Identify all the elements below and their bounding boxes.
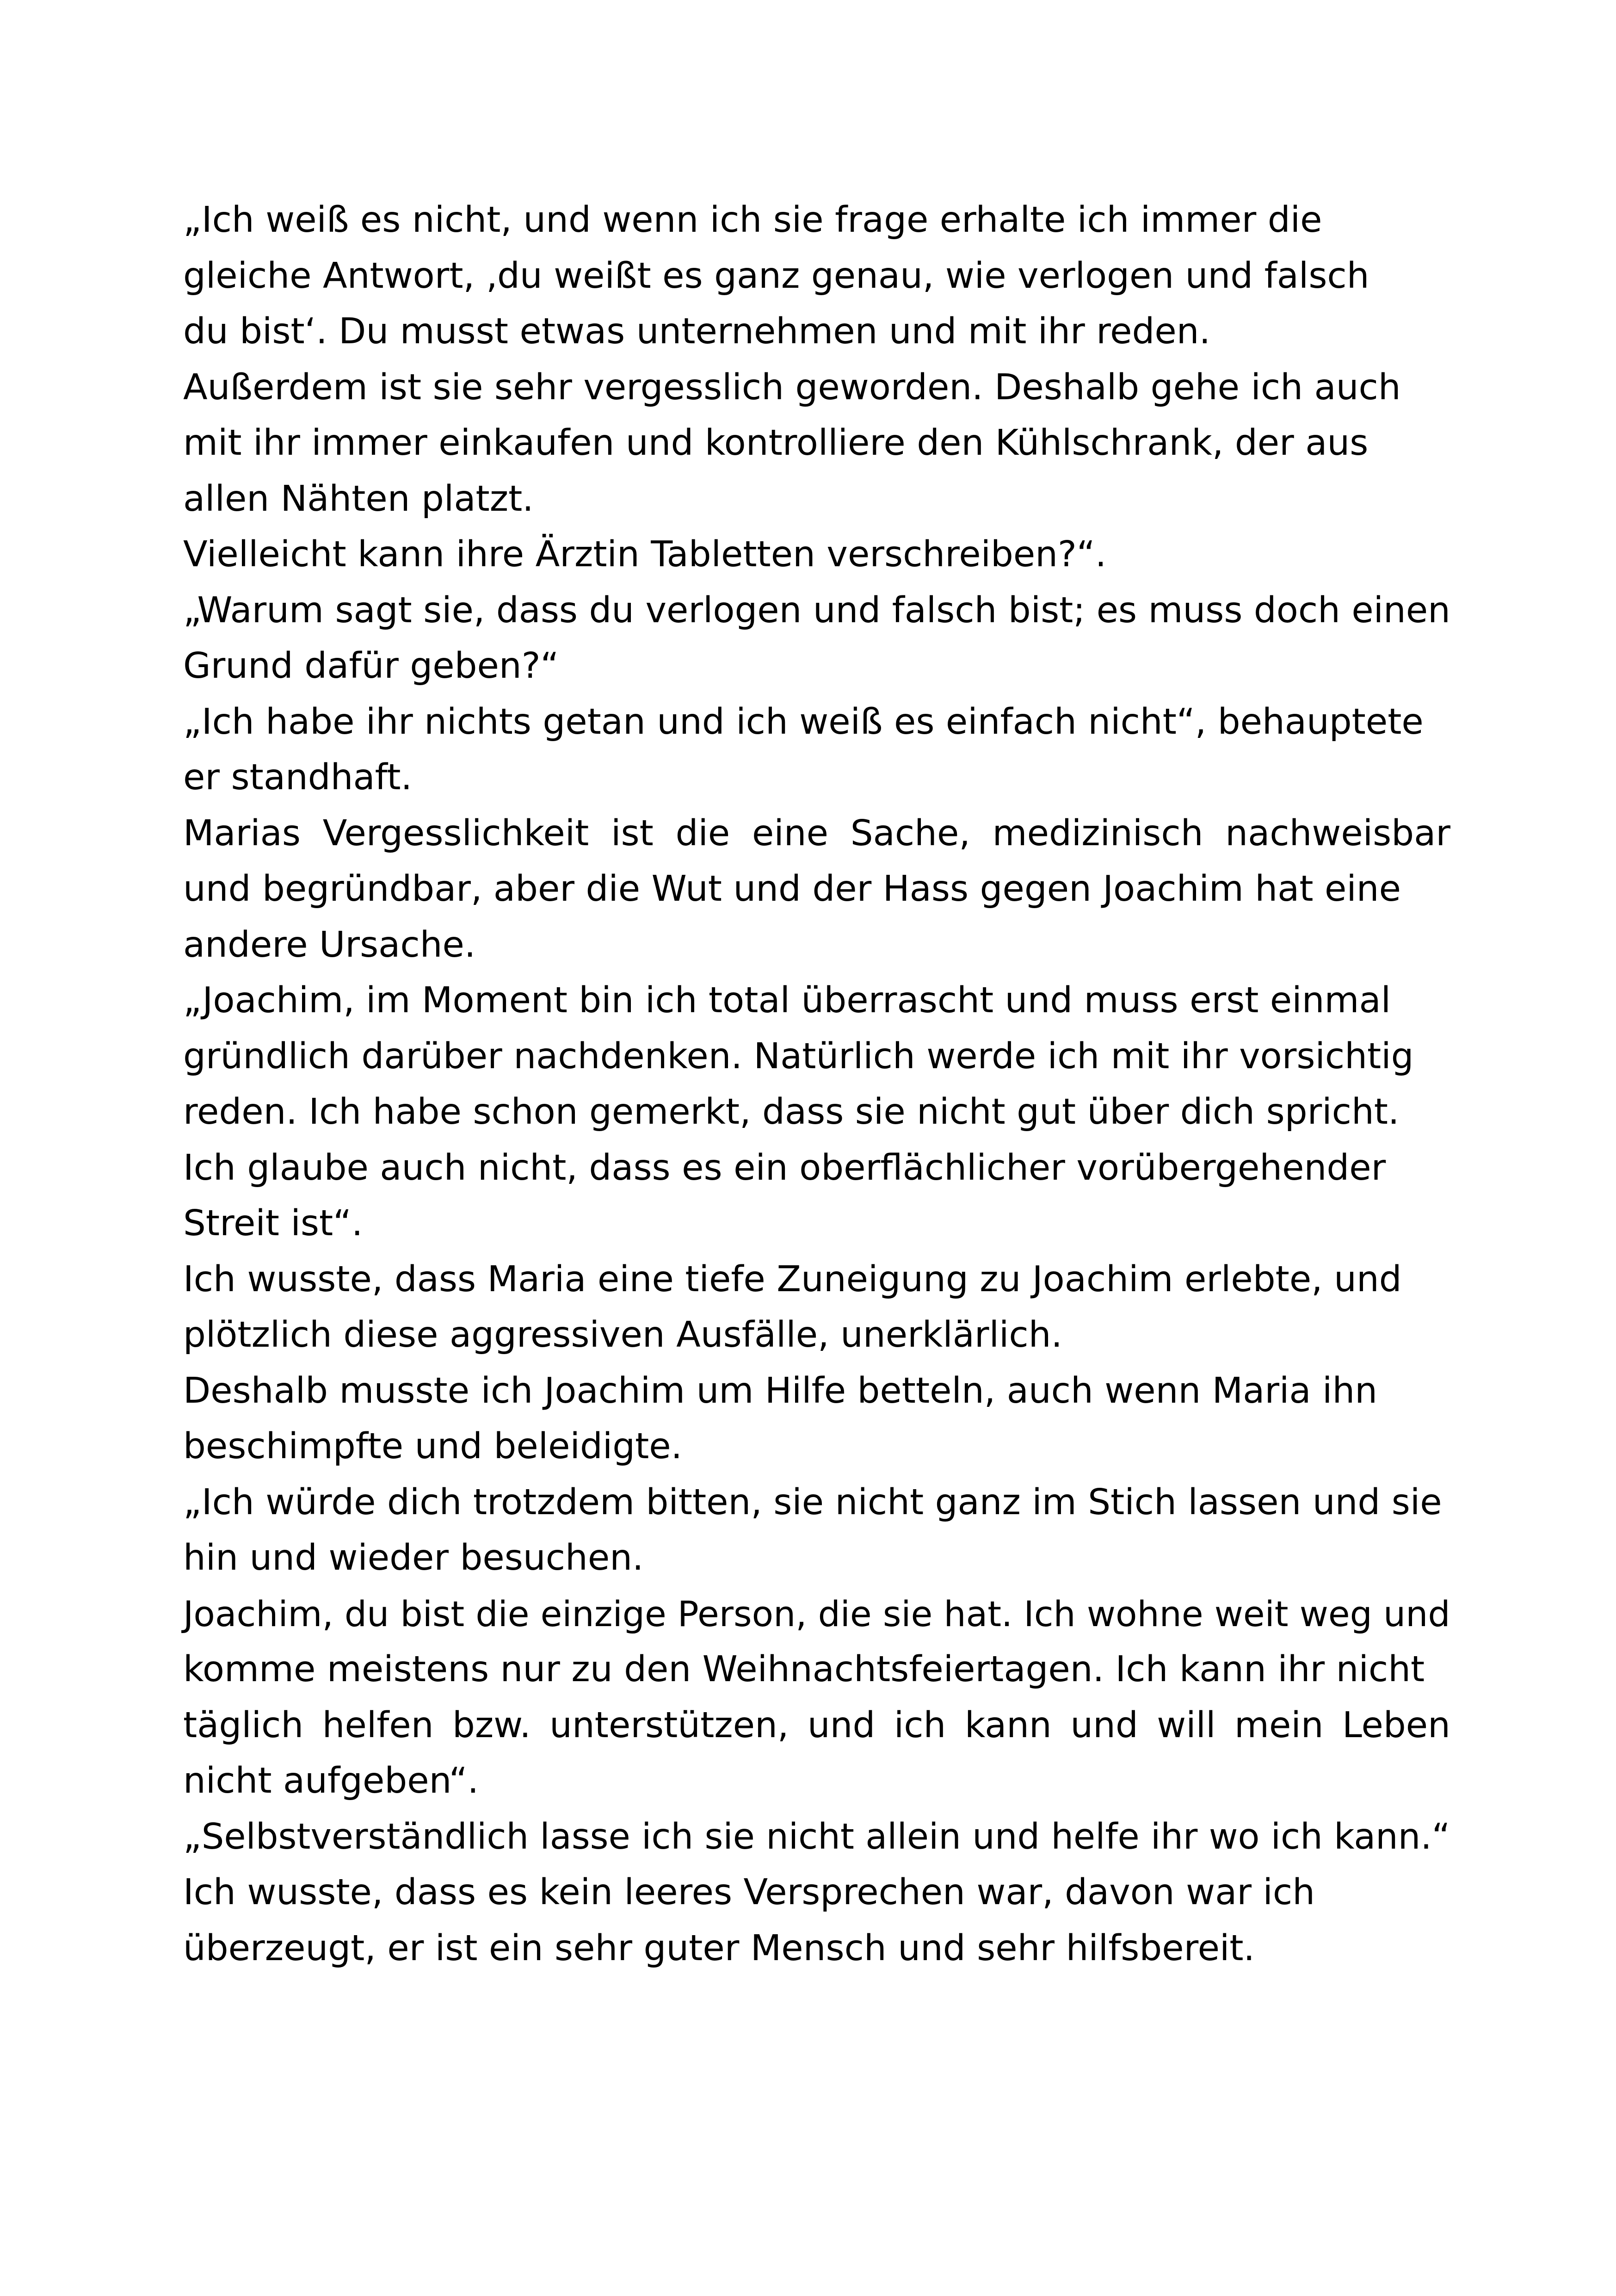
text-line: plötzlich diese aggressiven Ausfälle, unerklärlich. — [183, 1314, 1062, 1355]
text-line: Deshalb musste ich Joachim um Hilfe betteln, auch wenn Maria ihn — [183, 1370, 1378, 1411]
text-line: Ich glaube auch nicht, dass es ein oberflächlicher vorübergehender — [183, 1147, 1386, 1188]
text-line: beschimpfte und beleidigte. — [183, 1426, 683, 1467]
text-line: überzeugt, er ist ein sehr guter Mensch und sehr hilfsbereit. — [183, 1927, 1255, 1969]
text-line: Joachim, du bist die einzige Person, die sie hat. Ich wohne weit weg und — [183, 1593, 1450, 1634]
text-line: „Warum sagt sie, dass du verlogen und falsch bist; es muss doch einen — [183, 589, 1450, 631]
text-line: Marias Vergesslichkeit ist die eine Sache, medizinisch nachweisbar — [183, 812, 1450, 854]
text-line: „Ich würde dich trotzdem bitten, sie nicht ganz im Stich lassen und sie — [183, 1481, 1442, 1523]
text-line: Vielleicht kann ihre Ärztin Tabletten verschreiben?“. — [183, 534, 1107, 575]
text-line: „Joachim, im Moment bin ich total überrascht und muss erst einmal — [183, 980, 1391, 1021]
text-line: „Ich habe ihr nichts getan und ich weiß es einfach nicht“, behauptete — [183, 701, 1424, 743]
text-line: nicht aufgeben“. — [183, 1760, 479, 1801]
text-line: komme meistens nur zu den Weihnachtsfeiertagen. Ich kann ihr nicht — [183, 1649, 1425, 1690]
text-line: Außerdem ist sie sehr vergesslich geworden. Deshalb gehe ich auch — [183, 366, 1401, 408]
text-line: Grund dafür geben?“ — [183, 645, 559, 687]
text-line: er standhaft. — [183, 757, 413, 798]
text-line: „Selbstverständlich lasse ich sie nicht allein und helfe ihr wo ich kann.“ — [183, 1816, 1450, 1857]
body-text — [183, 192, 1450, 1976]
text-line: mit ihr immer einkaufen und kontrolliere den Kühlschrank, der aus — [183, 422, 1369, 464]
text-line: Ich wusste, dass es kein leeres Versprechen war, davon war ich — [183, 1872, 1315, 1913]
text-line: reden. Ich habe schon gemerkt, dass sie nicht gut über dich spricht. — [183, 1091, 1400, 1133]
text-line: Streit ist“. — [183, 1203, 363, 1244]
text-line: du bist‘. Du musst etwas unternehmen und mit ihr reden. — [183, 311, 1211, 352]
text-line: gründlich darüber nachdenken. Natürlich werde ich mit ihr vorsichtig — [183, 1035, 1414, 1077]
text-line: hin und wieder besuchen. — [183, 1537, 644, 1578]
text-line: allen Nähten platzt. — [183, 478, 534, 520]
text-line: täglich helfen bzw. unterstützen, und ich kann und will mein Leben — [183, 1704, 1450, 1746]
text-line: Ich wusste, dass Maria eine tiefe Zuneigung zu Joachim erlebte, und — [183, 1258, 1402, 1300]
text-line: andere Ursache. — [183, 924, 476, 965]
text-line: und begründbar, aber die Wut und der Hass gegen Joachim hat eine — [183, 868, 1401, 910]
text-line: „Ich weiß es nicht, und wenn ich sie frage erhalte ich immer die — [183, 199, 1322, 241]
text-line: gleiche Antwort, ‚du weißt es ganz genau, wie verlogen und falsch — [183, 255, 1369, 297]
